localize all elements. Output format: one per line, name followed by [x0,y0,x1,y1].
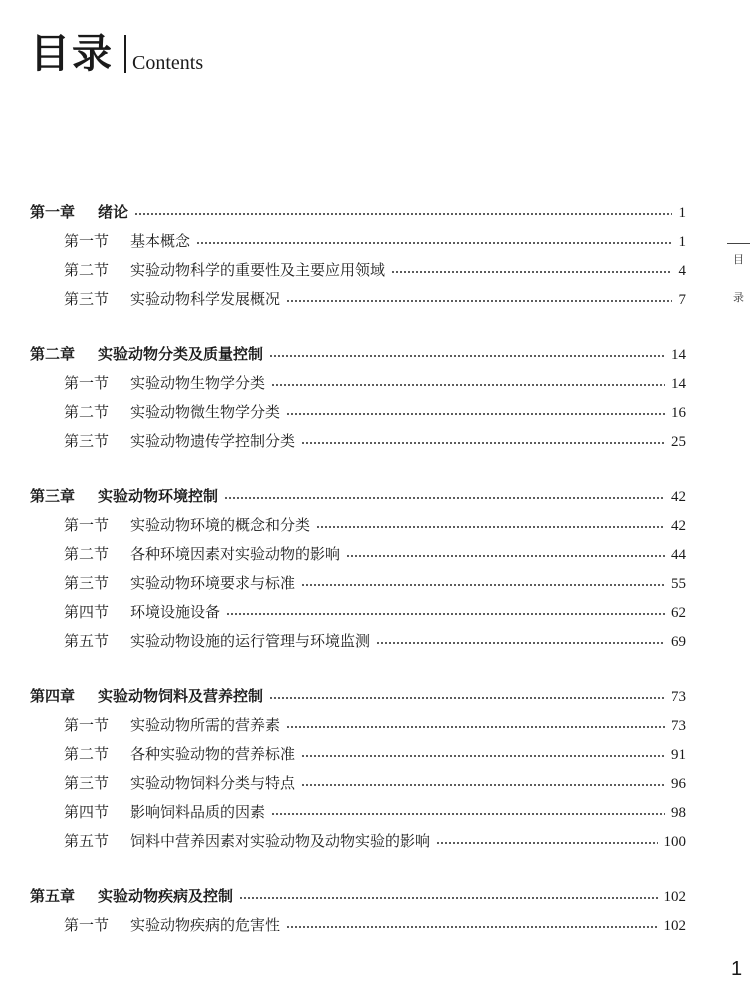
section-page: 16 [671,405,686,421]
title-divider [124,35,126,73]
section-page: 1 [678,234,686,250]
section-entry[interactable] [30,711,686,740]
section-entry[interactable] [30,427,686,456]
chapter-block [30,882,686,940]
page-number: 1 [731,958,743,980]
dot-leader [286,413,665,415]
chapter-entry[interactable] [30,198,686,227]
dot-leader [301,755,665,757]
section-page: 91 [671,747,686,763]
dot-leader [301,584,665,586]
section-page: 69 [671,634,686,650]
section-title: 实验动物遗传学控制分类 [130,432,296,450]
section-label: 第二节 [64,545,110,563]
section-entry[interactable] [30,285,686,314]
section-label: 第四节 [64,803,110,821]
section-entry[interactable] [30,911,686,940]
chapter-entry[interactable] [30,482,686,511]
section-entry[interactable] [30,740,686,769]
dot-leader [301,442,665,444]
section-label: 第一节 [64,374,110,392]
section-page: 62 [671,605,686,621]
chapter-label: 第二章 [30,345,76,363]
dot-leader [286,726,665,728]
chapter-title: 绪论 [98,203,129,221]
side-tab-char-1: 目 [733,253,744,266]
section-entry[interactable] [30,627,686,656]
section-title: 实验动物微生物学分类 [130,403,281,421]
section-title: 实验动物科学的重要性及主要应用领域 [130,261,386,279]
section-page: 44 [671,547,686,563]
page-subtitle: Contents [132,52,204,74]
section-entry[interactable] [30,398,686,427]
chapter-title: 实验动物分类及质量控制 [98,345,264,363]
section-entry[interactable] [30,798,686,827]
section-entry[interactable] [30,369,686,398]
section-label: 第三节 [64,774,110,792]
section-page: 96 [671,776,686,792]
dot-leader [224,497,665,499]
dot-leader [226,613,665,615]
section-entry[interactable] [30,511,686,540]
section-page: 98 [671,805,686,821]
section-page: 14 [671,376,686,392]
dot-leader [134,213,672,215]
dot-leader [271,813,665,815]
section-entry[interactable] [30,227,686,256]
chapter-entry[interactable] [30,682,686,711]
section-entry[interactable] [30,569,686,598]
section-title: 饲料中营养因素对实验动物及动物实验的影响 [130,832,431,850]
section-page: 25 [671,434,686,450]
dot-leader [436,842,657,844]
section-title: 实验动物所需的营养素 [130,716,281,734]
page-header [30,32,203,76]
chapter-page: 102 [663,889,686,905]
section-entry[interactable] [30,256,686,285]
section-label: 第三节 [64,574,110,592]
dot-leader [269,697,665,699]
section-label: 第一节 [64,716,110,734]
chapter-block [30,198,686,314]
section-title: 实验动物科学发展概况 [130,290,281,308]
section-page: 73 [671,718,686,734]
chapter-page: 73 [671,689,686,705]
chapter-page: 1 [678,205,686,221]
section-title: 基本概念 [130,232,191,250]
section-page: 100 [663,834,686,850]
chapter-block [30,482,686,656]
chapter-title: 实验动物环境控制 [98,487,219,505]
section-label: 第一节 [64,516,110,534]
chapter-block [30,340,686,456]
section-label: 第三节 [64,290,110,308]
section-label: 第二节 [64,403,110,421]
table-of-contents [30,198,686,940]
dot-leader [286,300,672,302]
section-title: 影响饲料品质的因素 [130,803,266,821]
section-page: 7 [678,292,686,308]
section-label: 第二节 [64,745,110,763]
section-label: 第五节 [64,632,110,650]
side-tab-char-2: 录 [733,291,744,304]
section-page: 55 [671,576,686,592]
page-title: 目录 [30,31,114,77]
section-entry[interactable] [30,540,686,569]
dot-leader [376,642,665,644]
section-title: 实验动物饲料分类与特点 [130,774,296,792]
section-entry[interactable] [30,769,686,798]
dot-leader [301,784,665,786]
section-title: 各种实验动物的营养标准 [130,745,296,763]
section-label: 第一节 [64,916,110,934]
section-label: 第五节 [64,832,110,850]
chapter-entry[interactable] [30,340,686,369]
section-entry[interactable] [30,598,686,627]
dot-leader [196,242,672,244]
section-title: 实验动物设施的运行管理与环境监测 [130,632,371,650]
section-title: 实验动物环境要求与标准 [130,574,296,592]
chapter-entry[interactable] [30,882,686,911]
dot-leader [346,555,665,557]
chapter-block [30,682,686,856]
dot-leader [316,526,665,528]
section-page: 102 [663,918,686,934]
chapter-label: 第一章 [30,203,76,221]
dot-leader [271,384,665,386]
section-title: 实验动物生物学分类 [130,374,266,392]
dot-leader [239,897,657,899]
section-label: 第四节 [64,603,110,621]
dot-leader [269,355,665,357]
section-page: 42 [671,518,686,534]
dot-leader [286,926,657,928]
section-title: 各种环境因素对实验动物的影响 [130,545,341,563]
chapter-page: 42 [671,489,686,505]
chapter-title: 实验动物疾病及控制 [98,887,234,905]
side-tab-rule [727,243,750,244]
chapter-title: 实验动物饲料及营养控制 [98,687,264,705]
section-title: 环境设施设备 [130,603,221,621]
dot-leader [391,271,672,273]
chapter-label: 第五章 [30,887,76,905]
section-entry[interactable] [30,827,686,856]
section-page: 4 [678,263,686,279]
chapter-label: 第三章 [30,487,76,505]
chapter-label: 第四章 [30,687,76,705]
section-label: 第一节 [64,232,110,250]
section-label: 第三节 [64,432,110,450]
section-title: 实验动物环境的概念和分类 [130,516,311,534]
section-label: 第二节 [64,261,110,279]
chapter-page: 14 [671,347,686,363]
section-title: 实验动物疾病的危害性 [130,916,281,934]
